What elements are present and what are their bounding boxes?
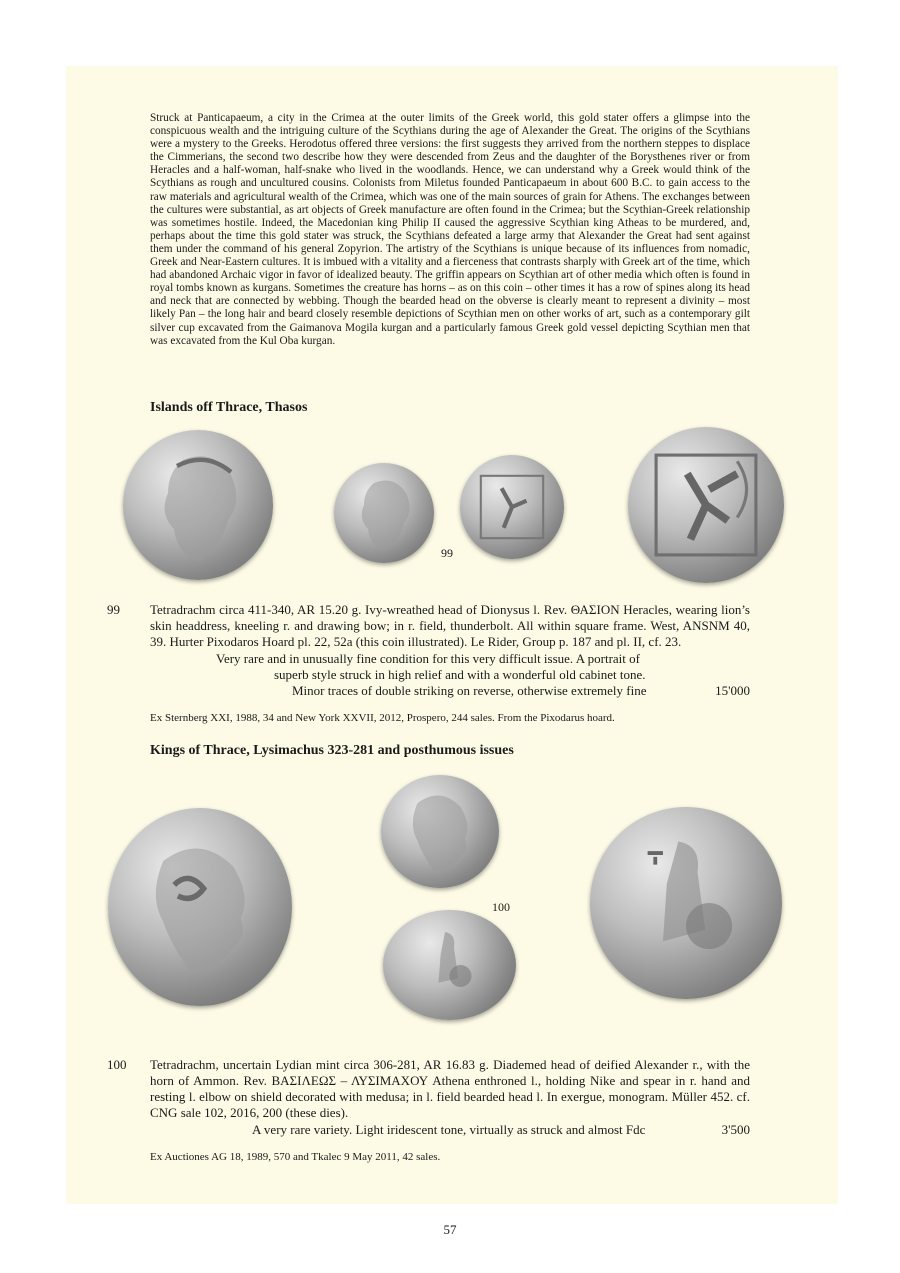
lot-number-100: 100 <box>107 1057 127 1072</box>
coin-99-reverse <box>460 455 564 559</box>
heracles-archer-icon <box>628 427 784 583</box>
coin-100-obverse-enlarged <box>108 808 292 1006</box>
lot-100-estimate: 3'500 <box>721 1122 750 1137</box>
coin-100-reverse <box>383 910 516 1020</box>
athena-enthroned-small-icon <box>383 910 516 1020</box>
lot-99-condition-line-3: Minor traces of double striking on reverse, otherwise extremely fine <box>292 683 647 698</box>
alexander-head-icon <box>108 808 292 1006</box>
lot-99-condition-line-2: superb style struck in high relief and with a wonderful old cabinet tone. <box>274 667 646 682</box>
coin-100-reverse-enlarged <box>590 807 782 999</box>
coin-100-obverse <box>381 775 499 888</box>
coin-image-label-99: 99 <box>441 546 453 560</box>
dionysus-head-small-icon <box>334 463 434 563</box>
section-title-thasos: Islands off Thrace, Thasos <box>150 400 308 415</box>
heracles-archer-small-icon <box>460 455 564 559</box>
lot-99-provenance: Ex Sternberg XXI, 1988, 34 and New York XXVII, 2012, Prospero, 244 sales. From the Pixodarus hoard. <box>150 712 615 724</box>
athena-enthroned-icon <box>590 807 782 999</box>
page-number: 57 <box>443 1222 457 1237</box>
alexander-head-small-icon <box>381 775 499 888</box>
lot-100-provenance: Ex Auctiones AG 18, 1989, 570 and Tkalec 9 May 2011, 42 sales. <box>150 1151 441 1163</box>
lot-number-99: 99 <box>107 602 120 617</box>
lot-99-description: Tetradrachm circa 411-340, AR 15.20 g. Ivy-wreathed head of Dionysus l. Rev. ΘΑΣΙΟΝ Heracles, wearing lion’s skin headdress, kneeling r. and drawing bow; in r. field, thunderbolt. All within square frame. West, ANSNM 40, 39. Hurter Pixodaros Hoard pl. 22, 52a (this coin illustrated). Le Rider, Group p. 187 and pl. II, cf. 23. <box>150 602 750 649</box>
lot-100-condition-line-1: A very rare variety. Light iridescent tone, virtually as struck and almost Fdc <box>252 1122 646 1137</box>
coin-99-reverse-enlarged <box>628 427 784 583</box>
coin-99-obverse-enlarged <box>123 430 273 580</box>
lot-99-estimate: 15'000 <box>715 683 750 698</box>
lot-100-description: Tetradrachm, uncertain Lydian mint circa 306-281, AR 16.83 g. Diademed head of deified Alexander r., with the horn of Ammon. Rev. ΒΑΣΙΛΕΩΣ – ΛΥΣΙΜΑΧΟΥ Athena enthroned l., holding Nike and spear in r. hand and resting l. elbow on shield decorated with medusa; in l. field bearded head l. In exergue, monogram. Müller 452. cf. CNG sale 102, 2016, 200 (these dies). <box>150 1057 750 1120</box>
coin-image-label-100: 100 <box>492 900 510 914</box>
dionysus-head-icon <box>123 430 273 580</box>
intro-paragraph: Struck at Panticapaeum, a city in the Crimea at the outer limits of the Greek world, this gold stater offers a glimpse into the conspicuous wealth and the intriguing culture of the Scythians during the age of Alexander the Great. The origins of the Scythians were a mystery to the Greeks. Herodotus offered three versions: the first suggests they arrived from the northern steppes to displace the Cimmerians, the second two describe how they were descended from Zeus and the daughter of the Borysthenes river or from Heracles and a half-woman, half-snake who lived in the woodlands. Hence, we can understand why a Greek would think of the Scythians as rough and uncultured cousins. Colonists from Miletus founded Panticapaeum in about 600 B.C. to gain access to the raw materials and agricultural wealth of the Crimea, which was one of the main sources of grain for Athens. The exchanges between the cultures were substantial, as art objects of Greek manufacture are often found in the Crimea; but the Scythian-Greek relationship was sometimes hostile. Indeed, the Macedonian king Philip II caused the aggressive Scythian king Atheas to be murdered, and, perhaps about the time this gold stater was struck, the Scythians defeated a large army that Alexander the Great had sent against them under the command of his general Zopyrion. The artistry of the Scythians is unique because of its influences from nomadic, Greek and Near-Eastern cultures. It is imbued with a vitality and a fierceness that contrasts sharply with Greek art of the time, which had abandoned Archaic vigor in favor of idealized beauty. The griffin appears on Scythian art of other media which often is found in royal tombs known as kurgans. Sometimes the creature has horns – as on this coin – other times it has a row of spines along its head and neck that are connected by webbing. Though the bearded head on the obverse is clearly meant to represent a divinity – most likely Pan – the long hair and beard closely resemble depictions of Scythian men on other works of art, such as a contemporary gilt silver cup excavated from the Gaimanova Mogila kurgan and a particularly famous Greek gold vessel depicting Scythian men that was excavated from the Kul Oba kurgan. <box>150 112 750 347</box>
coin-99-obverse <box>334 463 434 563</box>
lot-99-condition-line-1: Very rare and in unusually fine condition for this very difficult issue. A portrait of <box>216 651 640 666</box>
section-title-lysimachus: Kings of Thrace, Lysimachus 323-281 and posthumous issues <box>150 743 514 758</box>
